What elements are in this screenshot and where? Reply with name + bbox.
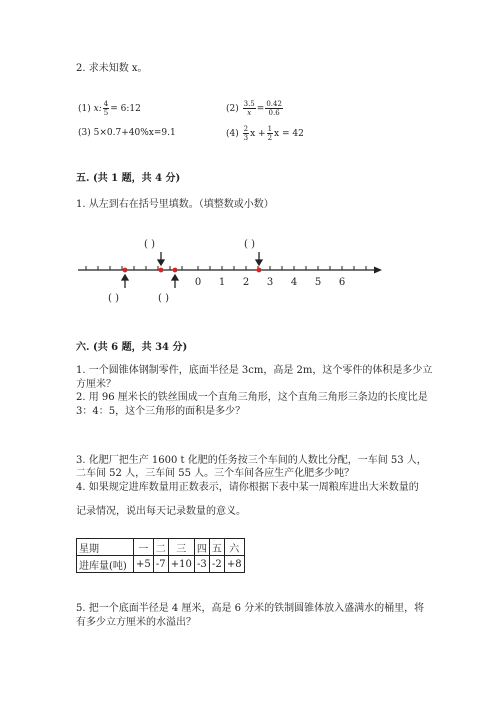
- red-point-4: [257, 268, 262, 273]
- question-2-line-1: 2. 用 96 厘米长的铁丝围成一个直角三角形，这个直角三角形三条边的长度比是: [76, 392, 428, 403]
- up-arrow-icon-2: [172, 275, 178, 288]
- table-cell: +5: [134, 556, 154, 573]
- svg-text:1: 1: [218, 277, 226, 288]
- number-line: [76, 248, 386, 298]
- down-arrow-icon-2: [256, 252, 262, 265]
- paren-top-1: ( ): [144, 239, 155, 250]
- question-4-line-1: 4. 如果规定进库数量用正数表示，请你根据下表中某一周粮库进出大米数量的: [76, 482, 419, 493]
- red-point-2: [159, 268, 164, 273]
- tick-marks: [86, 266, 366, 270]
- table-cell: -7: [153, 556, 168, 573]
- question-4-line-2: 记录情况，说出每天记录数量的意义。: [76, 506, 246, 517]
- question-1-line-1: 1. 一个圆锥体钢制零件，底面半径是 3cm，高是 2m，这个零件的体积是多少立: [76, 365, 433, 376]
- table-cell: 一: [134, 539, 154, 556]
- table-row: [77, 556, 245, 573]
- table-cell: -3: [194, 556, 209, 573]
- table-cell: 六: [224, 539, 244, 556]
- table-cell: 四: [194, 539, 209, 556]
- equation-4: (4) $\frac{2}{3}$ x + $\frac{1}{2}$ x = 42: [226, 125, 304, 142]
- table-cell: +10: [168, 556, 194, 573]
- tick-labels: [195, 277, 345, 288]
- paren-bottom-2: ( ): [158, 293, 169, 304]
- svg-text:6: 6: [338, 277, 346, 288]
- grain-record-table: [76, 538, 245, 573]
- up-arrow-icon-1: [122, 275, 128, 288]
- equation-3: (3) 5×0.7+40%x=9.1: [78, 128, 176, 138]
- section-5-heading: 五. (共 1 题，共 4 分): [76, 173, 181, 184]
- paren-top-2: ( ): [244, 239, 255, 250]
- svg-text:5: 5: [314, 277, 322, 288]
- red-point-3: [173, 268, 178, 273]
- table-cell: 进库量(吨): [77, 556, 134, 573]
- question-3-line-1: 3. 化肥厂把生产 1600 t 化肥的任务按三个车间的人数比分配，一车间 53 人，: [76, 455, 427, 466]
- table-cell: 星期: [77, 539, 134, 556]
- table-cell: 五: [209, 539, 224, 556]
- table-cell: 三: [168, 539, 194, 556]
- svg-text:0: 0: [194, 277, 202, 288]
- svg-text:4: 4: [290, 277, 298, 288]
- section-5-question-1: 1. 从左到右在括号里填数。（填整数或小数）: [76, 199, 274, 210]
- down-arrow-icon-1: [158, 252, 164, 265]
- table-cell: -2: [209, 556, 224, 573]
- question-3-line-2: 二车间 52 人，三车间 55 人。三个车间各应生产化肥多少吨？: [76, 468, 355, 479]
- q2-title: 2. 求未知数 x。: [76, 63, 148, 74]
- paren-bottom-1: ( ): [108, 293, 119, 304]
- question-5-line-2: 有多少立方厘米的水溢出？: [76, 617, 196, 628]
- axis-arrow-icon: [374, 267, 382, 274]
- question-2-line-2: 3：4：5，这个三角形的面积是多少？: [76, 406, 246, 417]
- question-1-line-2: 方厘米？: [76, 379, 116, 390]
- table-row: [77, 539, 245, 556]
- red-point-1: [123, 268, 128, 273]
- table-cell: 二: [153, 539, 168, 556]
- svg-text:3: 3: [266, 277, 274, 288]
- question-5-line-1: 5. 把一个底面半径是 4 厘米，高是 6 分米的铁制圆锥体放入盛满水的桶里，将: [76, 603, 425, 614]
- equation-2: (2) $\frac{3.5}{x}$ = $\frac{0.42}{0.6}$: [226, 100, 282, 117]
- svg-text:2: 2: [242, 277, 250, 288]
- table-cell: +8: [224, 556, 244, 573]
- equation-1: (1) x: $\frac{4}{5}$ = 6:12: [78, 100, 141, 117]
- section-6-heading: 六. (共 6 题，共 34 分): [76, 342, 188, 353]
